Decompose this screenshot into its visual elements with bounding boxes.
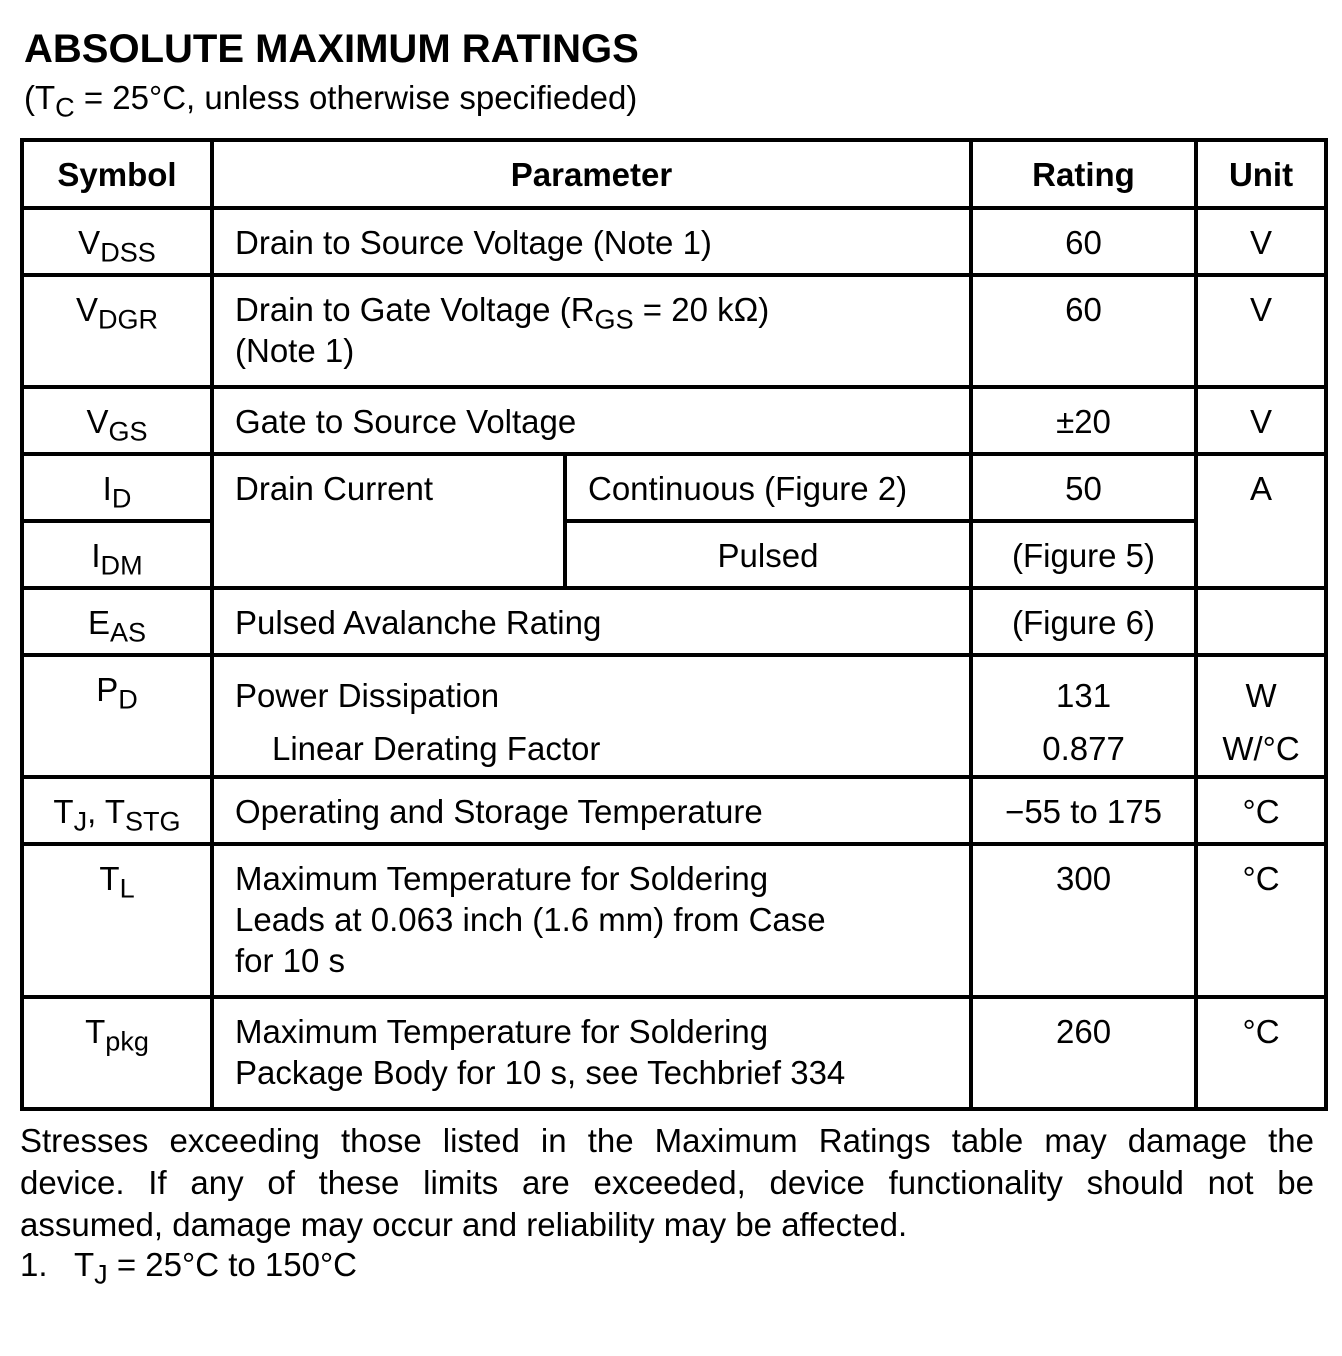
rating-cell: 60 [971,208,1196,275]
parameter-cell: Pulsed Avalanche Rating [212,588,971,655]
unit-cell: V [1196,275,1326,387]
stress-line: assumed, damage may occur and reliability may be affected. [20,1206,908,1243]
unit-cell: W W/°C [1196,655,1326,777]
parameter-cell: Maximum Temperature for Soldering Leads at 0.063 inch (1.6 mm) from Case for 10 s [212,844,971,997]
sub-parameter-cell: Continuous (Figure 2) [565,454,971,521]
table-row [22,454,1326,521]
table-row [22,208,1326,275]
rating-cell: (Figure 5) [971,521,1196,588]
rating-cell: 260 [971,997,1196,1109]
symbol-cell: $T_J$, $T_{STG}$ [22,777,212,844]
header-parameter: Parameter [212,140,971,208]
table-row [22,655,1326,777]
unit-cell: A [1196,454,1326,588]
note-1: 1. $T_J = 25^\circ C$ to 150°C [20,1246,357,1290]
symbol-cell: $V_{GS}$ [22,387,212,454]
unit-cell: °C [1196,997,1326,1109]
parameter-cell: Power Dissipation Linear Derating Factor [212,655,971,777]
symbol-cell: $P_D$ [22,655,212,777]
parameter-cell: Drain to Gate Voltage ($R_{GS} = 20$ kΩ) (Note 1) [212,275,971,387]
parameter-cell: Gate to Source Voltage [212,387,971,454]
rating-cell: 50 [971,454,1196,521]
table-header-row [22,140,1326,208]
stress-disclaimer [20,1120,1314,1246]
header-rating: Rating [971,140,1196,208]
unit-cell: °C [1196,777,1326,844]
table-row [22,275,1326,387]
ratings-table [20,138,1328,1111]
table-row [22,777,1326,844]
table-row [22,997,1326,1109]
table-row [22,588,1326,655]
sub-parameter-cell: Pulsed [565,521,971,588]
conditions-subtitle: ($T_C = 25^\circ C$, unless otherwise specifieded) [24,79,638,123]
derating-label: Linear Derating Factor [272,730,601,767]
symbol-cell: $I_{DM}$ [22,521,212,588]
symbol-cell: $T_L$ [22,844,212,997]
table-row [22,387,1326,454]
symbol-cell: $V_{DGR}$ [22,275,212,387]
symbol-cell: $E_{AS}$ [22,588,212,655]
parameter-cell: Operating and Storage Temperature [212,777,971,844]
parameter-cell: Maximum Temperature for Soldering Package Body for 10 s, see Techbrief 334 [212,997,971,1109]
unit-cell: V [1196,387,1326,454]
header-symbol: Symbol [22,140,212,208]
rating-cell: 131 0.877 [971,655,1196,777]
unit-cell: V [1196,208,1326,275]
rating-cell: 60 [971,275,1196,387]
rating-cell: ±20 [971,387,1196,454]
rating-cell: 300 [971,844,1196,997]
header-unit: Unit [1196,140,1326,208]
symbol-cell: $T_{pkg}$ [22,997,212,1109]
rating-cell: −55 to 175 [971,777,1196,844]
unit-cell: °C [1196,844,1326,997]
note-number: 1. [20,1246,48,1283]
unit-cell [1196,588,1326,655]
parameter-cell: Drain Current [212,454,565,588]
stress-line: Stresses exceeding those listed in the Maximum Ratings table may damage the [20,1122,1314,1159]
symbol-cell: $I_D$ [22,454,212,521]
stress-line: device. If any of these limits are exceeded, device functionality should not be [20,1164,1314,1201]
page-title: ABSOLUTE MAXIMUM RATINGS [24,27,639,71]
parameter-cell: Drain to Source Voltage (Note 1) [212,208,971,275]
table-row [22,844,1326,997]
symbol-cell: $V_{DSS}$ [22,208,212,275]
rating-cell: (Figure 6) [971,588,1196,655]
